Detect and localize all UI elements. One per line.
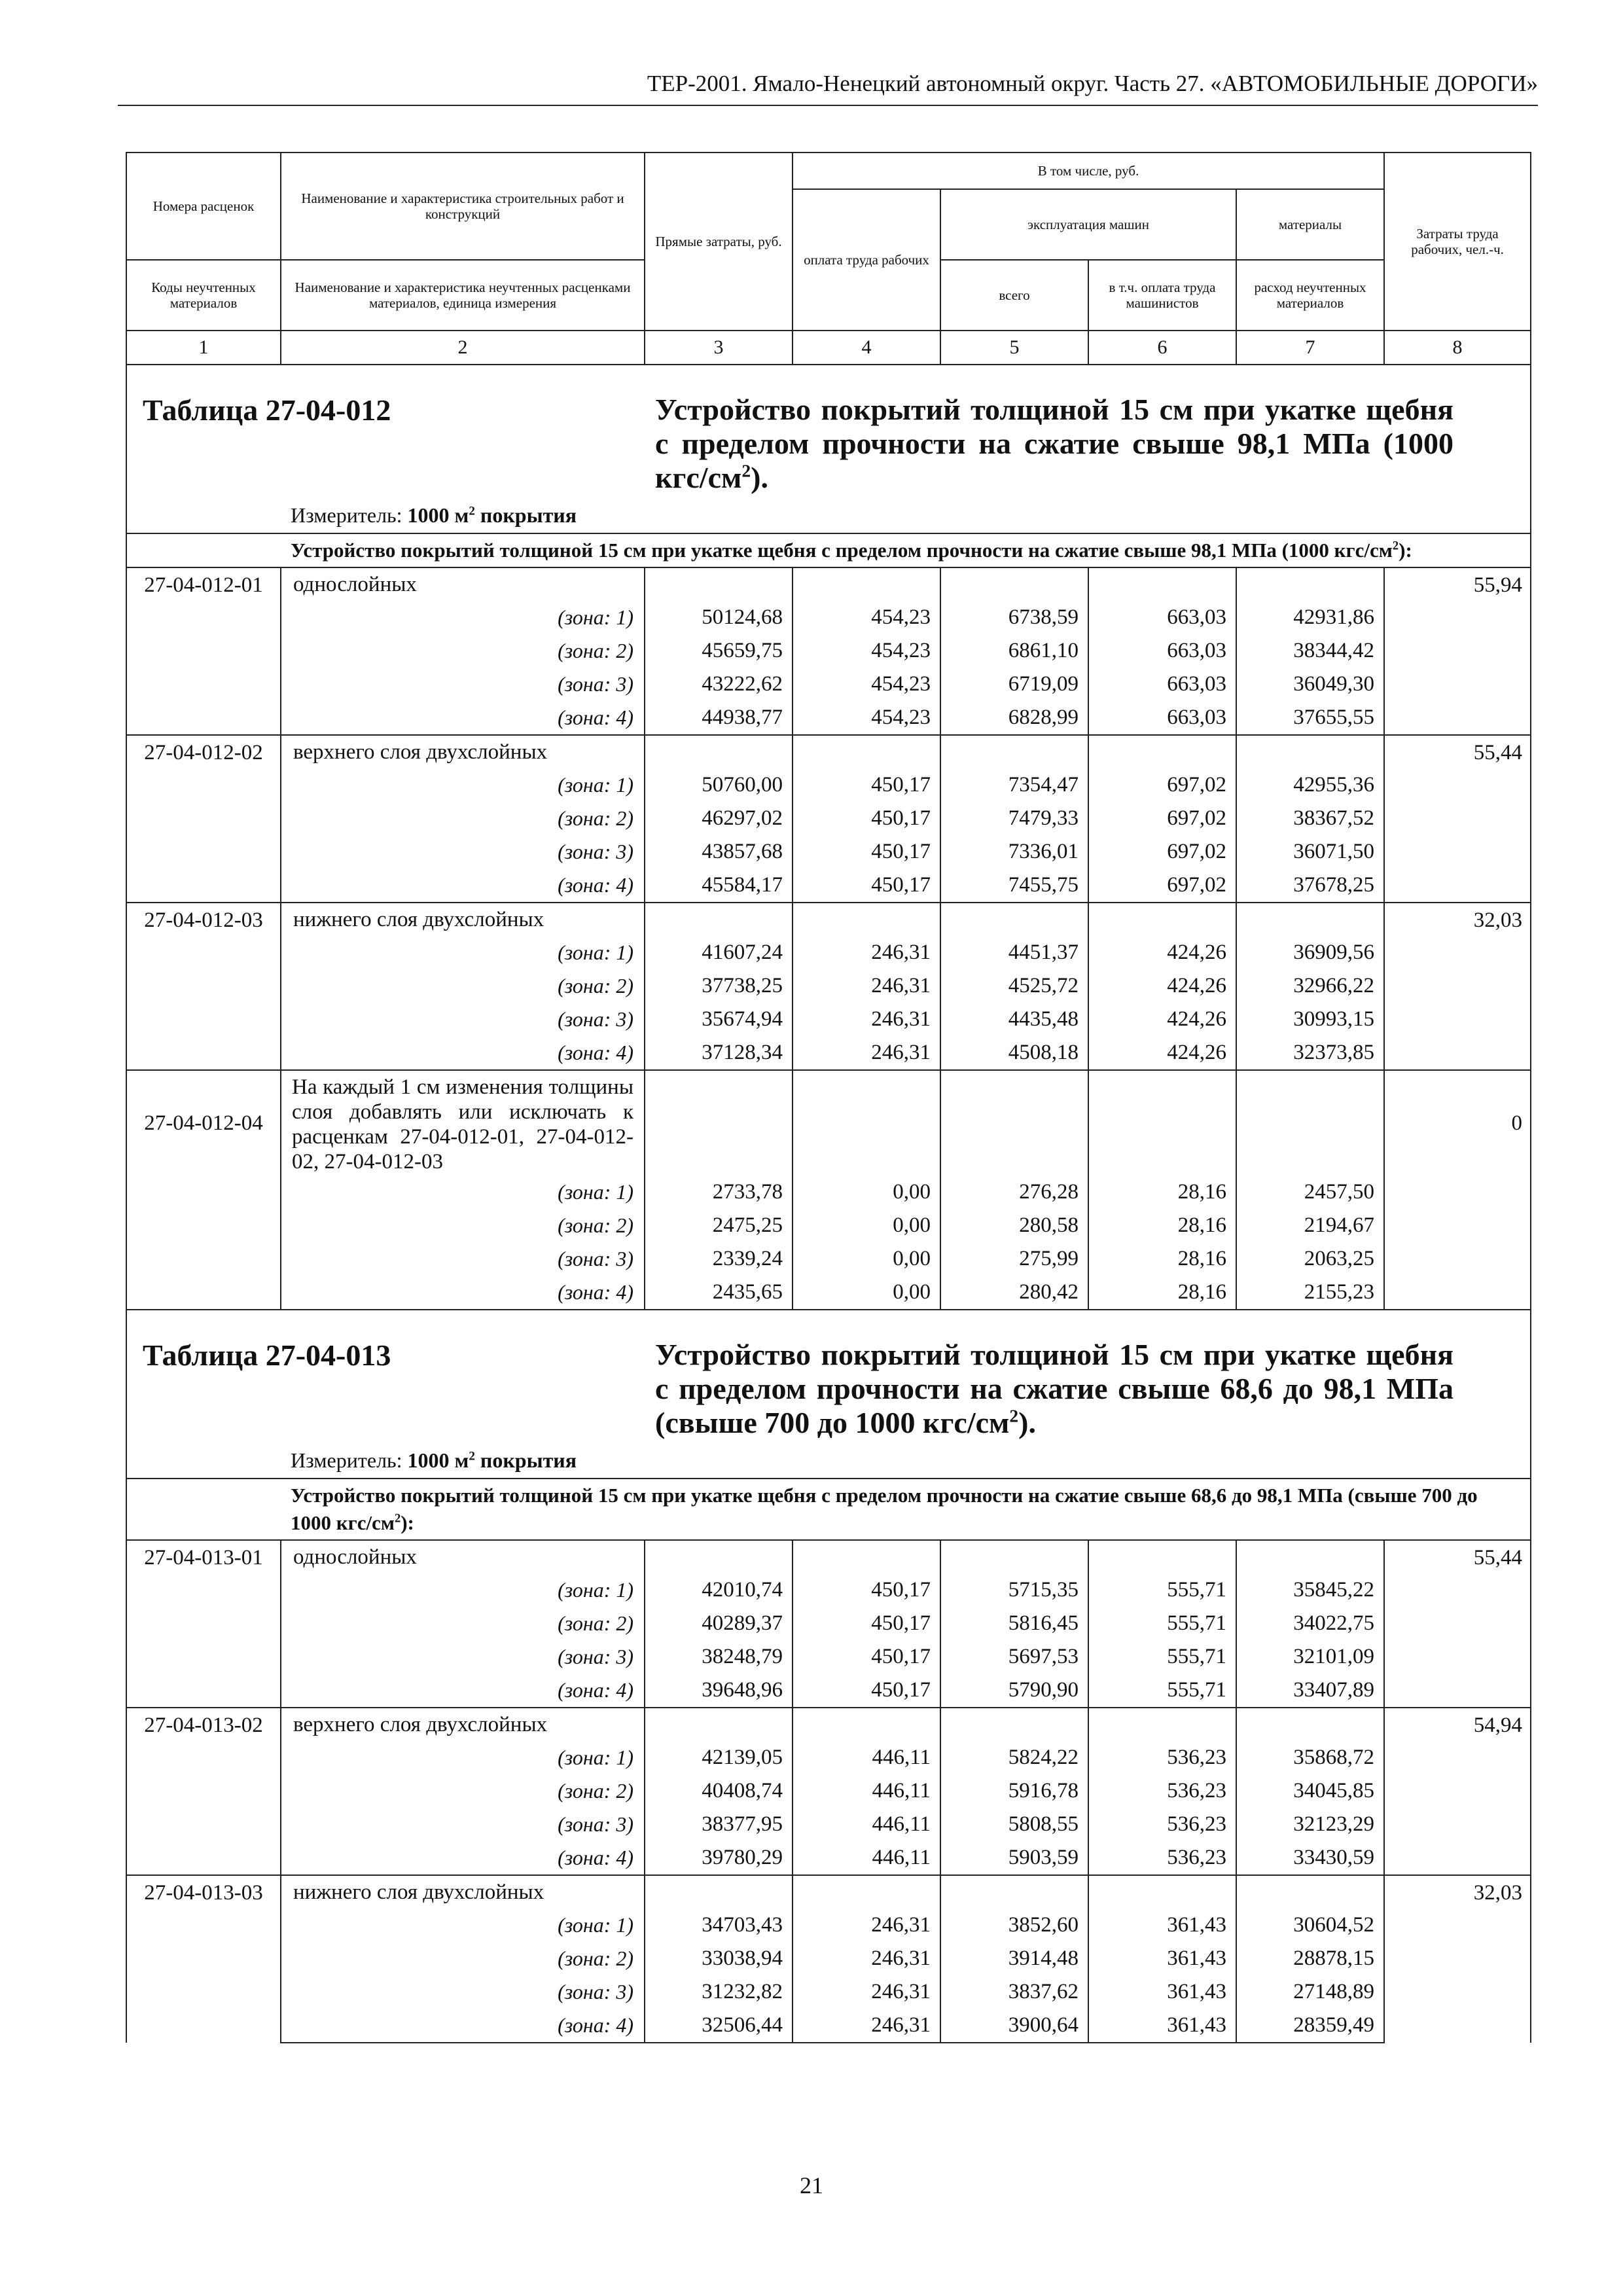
zone-label: (зона: 3): [281, 1640, 645, 1674]
zone-row: [126, 1808, 1531, 1841]
labor-pay: 450,17: [793, 1607, 940, 1640]
labor-pay: 454,23: [793, 634, 940, 668]
rate-name: нижнего слоя двухслойных: [281, 903, 645, 936]
zone-row: [126, 1841, 1531, 1875]
section-title-row: [126, 533, 1531, 567]
header-materials-unaccounted: расход неучтенных материалов: [1236, 260, 1384, 331]
materials-cost: 28878,15: [1236, 1942, 1384, 1975]
machines-labor-pay: 28,16: [1088, 1209, 1236, 1242]
machines-labor-pay: 555,71: [1088, 1640, 1236, 1674]
machines-labor-pay: 424,26: [1088, 969, 1236, 1003]
rate-row: [126, 735, 1531, 768]
machines-total: 5903,59: [940, 1841, 1088, 1875]
materials-cost: 2155,23: [1236, 1276, 1384, 1310]
table-title: Устройство покрытий толщиной 15 см при укатке щебня с пределом прочности на сжатие свыше 68,6 до 98,1 МПа (свыше 700 до 1000 кгс/$см^2$).: [655, 1338, 1454, 1439]
zone-label: (зона: 2): [281, 1607, 645, 1640]
labor-pay: 246,31: [793, 1036, 940, 1070]
machines-total: 280,58: [940, 1209, 1088, 1242]
machines-total: 5808,55: [940, 1808, 1088, 1841]
zone-row: [126, 969, 1531, 1003]
materials-cost: 34045,85: [1236, 1774, 1384, 1808]
zone-label: (зона: 1): [281, 1909, 645, 1942]
machines-total: 276,28: [940, 1175, 1088, 1209]
zone-row: [126, 2009, 1531, 2043]
machines-labor-pay: 663,03: [1088, 601, 1236, 634]
section-title: Устройство покрытий толщиной 15 см при укатке щебня с пределом прочности на сжатие свыше 68,6 до 98,1 МПа (свыше 700 до 1000 кгс/$см^2$):: [126, 1479, 1531, 1540]
direct-costs: 42010,74: [645, 1573, 793, 1607]
header-materials: материалы: [1236, 189, 1384, 260]
header-rule: [118, 105, 1538, 106]
zone-label: (зона: 3): [281, 835, 645, 869]
machines-total: 280,42: [940, 1276, 1088, 1310]
table-heading-row: [126, 365, 1531, 533]
column-number: 3: [645, 331, 793, 365]
machines-total: 6719,09: [940, 668, 1088, 701]
zone-label: (зона: 1): [281, 936, 645, 969]
zone-label: (зона: 4): [281, 701, 645, 735]
direct-costs: 40289,37: [645, 1607, 793, 1640]
zone-row: [126, 1975, 1531, 2009]
rate-code: 27-04-013-03: [126, 1875, 281, 2043]
header-including: В том числе, руб.: [793, 152, 1384, 189]
materials-cost: 37655,55: [1236, 701, 1384, 735]
direct-costs: 50124,68: [645, 601, 793, 634]
labor-cost: 32,03: [1384, 1875, 1531, 2043]
rate-name: верхнего слоя двухслойных: [281, 1708, 645, 1741]
machines-total: 5790,90: [940, 1674, 1088, 1708]
materials-cost: 37678,25: [1236, 869, 1384, 903]
machines-labor-pay: 424,26: [1088, 936, 1236, 969]
zone-row: [126, 1942, 1531, 1975]
machines-labor-pay: 663,03: [1088, 668, 1236, 701]
zone-label: (зона: 1): [281, 1175, 645, 1209]
machines-total: 7455,75: [940, 869, 1088, 903]
zone-label: (зона: 1): [281, 1573, 645, 1607]
direct-costs: 32506,44: [645, 2009, 793, 2043]
zone-label: (зона: 1): [281, 601, 645, 634]
zone-row: [126, 1175, 1531, 1209]
zone-row: [126, 1276, 1531, 1310]
zone-row: [126, 1774, 1531, 1808]
labor-cost: 55,44: [1384, 735, 1531, 903]
table-number: Таблица 27-04-012: [143, 393, 391, 427]
materials-cost: 33407,89: [1236, 1674, 1384, 1708]
zone-row: [126, 1573, 1531, 1607]
zone-label: (зона: 2): [281, 802, 645, 835]
direct-costs: 38248,79: [645, 1640, 793, 1674]
direct-costs: 41607,24: [645, 936, 793, 969]
zone-label: (зона: 4): [281, 2009, 645, 2043]
labor-pay: 450,17: [793, 835, 940, 869]
table-title: Устройство покрытий толщиной 15 см при укатке щебня с пределом прочности на сжатие свыше 98,1 МПа (1000 кгс/$см^2$).: [655, 393, 1454, 494]
running-header: ТЕР-2001. Ямало-Ненецкий автономный округ. Часть 27. «АВТОМОБИЛЬНЫЕ ДОРОГИ»: [647, 71, 1538, 96]
zone-row: [126, 1003, 1531, 1036]
zone-label: (зона: 2): [281, 1942, 645, 1975]
labor-pay: 246,31: [793, 969, 940, 1003]
labor-pay: 446,11: [793, 1741, 940, 1774]
direct-costs: 43222,62: [645, 668, 793, 701]
rate-name: однослойных: [281, 1540, 645, 1573]
section-title-row: [126, 1479, 1531, 1540]
header-work-name: Наименование и характеристика строительных работ и конструкций: [281, 152, 645, 260]
machines-total: 3900,64: [940, 2009, 1088, 2043]
zone-label: (зона: 4): [281, 1674, 645, 1708]
zone-row: [126, 802, 1531, 835]
rate-row: [126, 1875, 1531, 1909]
zone-row: [126, 1909, 1531, 1942]
machines-labor-pay: 424,26: [1088, 1003, 1236, 1036]
rate-code: 27-04-012-03: [126, 903, 281, 1070]
table-heading-row: [126, 1310, 1531, 1479]
labor-pay: 246,31: [793, 1003, 940, 1036]
materials-cost: 30604,52: [1236, 1909, 1384, 1942]
section-title: Устройство покрытий толщиной 15 см при укатке щебня с пределом прочности на сжатие свыше 98,1 МПа (1000 кгс/$см^2$):: [126, 533, 1531, 567]
labor-pay: 454,23: [793, 668, 940, 701]
materials-cost: 32101,09: [1236, 1640, 1384, 1674]
labor-pay: 246,31: [793, 936, 940, 969]
zone-label: (зона: 4): [281, 869, 645, 903]
labor-pay: 454,23: [793, 701, 940, 735]
machines-total: 4508,18: [940, 1036, 1088, 1070]
rate-row: [126, 1540, 1531, 1573]
direct-costs: 44938,77: [645, 701, 793, 735]
direct-costs: 43857,68: [645, 835, 793, 869]
rate-code: 27-04-013-02: [126, 1708, 281, 1875]
direct-costs: 2339,24: [645, 1242, 793, 1276]
machines-labor-pay: 697,02: [1088, 835, 1236, 869]
machines-labor-pay: 536,23: [1088, 1808, 1236, 1841]
machines-labor-pay: 536,23: [1088, 1774, 1236, 1808]
header-direct-costs: Прямые затраты, руб.: [645, 152, 793, 331]
labor-pay: 446,11: [793, 1841, 940, 1875]
machines-total: 4435,48: [940, 1003, 1088, 1036]
column-number: 7: [1236, 331, 1384, 365]
column-number: 5: [940, 331, 1088, 365]
zone-label: (зона: 2): [281, 1774, 645, 1808]
table-meter: Измеритель: 1000 $м^2$ покрытия: [291, 503, 577, 527]
rate-row: [126, 567, 1531, 601]
table-meter: Измеритель: 1000 $м^2$ покрытия: [291, 1448, 577, 1472]
zone-label: (зона: 2): [281, 1209, 645, 1242]
zone-row: [126, 1036, 1531, 1070]
materials-cost: 33430,59: [1236, 1841, 1384, 1875]
machines-total: 5816,45: [940, 1607, 1088, 1640]
zone-label: (зона: 2): [281, 969, 645, 1003]
rate-code: 27-04-012-04: [126, 1070, 281, 1175]
zone-label: (зона: 1): [281, 768, 645, 802]
rate-row: [126, 1070, 1531, 1175]
materials-cost: 2194,67: [1236, 1209, 1384, 1242]
machines-labor-pay: 536,23: [1088, 1741, 1236, 1774]
materials-cost: 35845,22: [1236, 1573, 1384, 1607]
column-number: 1: [126, 331, 281, 365]
machines-labor-pay: 697,02: [1088, 768, 1236, 802]
materials-cost: 42955,36: [1236, 768, 1384, 802]
materials-cost: 35868,72: [1236, 1741, 1384, 1774]
machines-labor-pay: 555,71: [1088, 1573, 1236, 1607]
zone-label: (зона: 4): [281, 1036, 645, 1070]
header-machines: эксплуатация машин: [940, 189, 1236, 260]
header-machines-total: всего: [940, 260, 1088, 331]
zone-label: (зона: 4): [281, 1276, 645, 1310]
header-labor-pay: оплата труда рабочих: [793, 189, 940, 331]
materials-cost: 36071,50: [1236, 835, 1384, 869]
zone-row: [126, 1674, 1531, 1708]
header-labor-costs: Затраты труда рабочих, чел.-ч.: [1384, 152, 1531, 331]
zone-row: [126, 768, 1531, 802]
machines-total: 6861,10: [940, 634, 1088, 668]
direct-costs: 39648,96: [645, 1674, 793, 1708]
direct-costs: 45659,75: [645, 634, 793, 668]
zone-label: (зона: 3): [281, 1003, 645, 1036]
direct-costs: 45584,17: [645, 869, 793, 903]
rate-name: На каждый 1 см изменения толщины слоя добавлять или исключать к расценкам 27-04-012-01, 27-04-012-02, 27-04-012-03: [281, 1070, 645, 1175]
labor-pay: 0,00: [793, 1209, 940, 1242]
rate-row: [126, 1708, 1531, 1741]
zone-row: [126, 1607, 1531, 1640]
direct-costs: 50760,00: [645, 768, 793, 802]
machines-total: 3914,48: [940, 1942, 1088, 1975]
zone-row: [126, 835, 1531, 869]
materials-cost: 36909,56: [1236, 936, 1384, 969]
machines-labor-pay: 697,02: [1088, 802, 1236, 835]
direct-costs: 2435,65: [645, 1276, 793, 1310]
materials-cost: 32123,29: [1236, 1808, 1384, 1841]
column-number: 8: [1384, 331, 1531, 365]
machines-labor-pay: 663,03: [1088, 634, 1236, 668]
machines-labor-pay: 361,43: [1088, 1909, 1236, 1942]
table-number: Таблица 27-04-013: [143, 1338, 391, 1372]
machines-total: 275,99: [940, 1242, 1088, 1276]
labor-cost: 32,03: [1384, 903, 1531, 1070]
labor-pay: 0,00: [793, 1175, 940, 1209]
machines-total: 6828,99: [940, 701, 1088, 735]
machines-total: 5916,78: [940, 1774, 1088, 1808]
zone-row: [126, 1209, 1531, 1242]
column-number: 4: [793, 331, 940, 365]
labor-pay: 246,31: [793, 1942, 940, 1975]
materials-cost: 28359,49: [1236, 2009, 1384, 2043]
machines-labor-pay: 361,43: [1088, 1975, 1236, 2009]
labor-pay: 454,23: [793, 601, 940, 634]
materials-cost: 38344,42: [1236, 634, 1384, 668]
materials-cost: 38367,52: [1236, 802, 1384, 835]
rates-table: [126, 152, 1531, 2043]
direct-costs: 34703,43: [645, 1909, 793, 1942]
zone-row: [126, 936, 1531, 969]
direct-costs: 42139,05: [645, 1741, 793, 1774]
labor-pay: 446,11: [793, 1808, 940, 1841]
labor-cost: 0: [1384, 1070, 1531, 1175]
materials-cost: 32966,22: [1236, 969, 1384, 1003]
labor-pay: 0,00: [793, 1242, 940, 1276]
machines-total: 5824,22: [940, 1741, 1088, 1774]
materials-cost: 34022,75: [1236, 1607, 1384, 1640]
direct-costs: 38377,95: [645, 1808, 793, 1841]
labor-pay: 246,31: [793, 1975, 940, 2009]
zone-row: [126, 601, 1531, 634]
direct-costs: 46297,02: [645, 802, 793, 835]
materials-cost: 36049,30: [1236, 668, 1384, 701]
machines-labor-pay: 697,02: [1088, 869, 1236, 903]
direct-costs: 37128,34: [645, 1036, 793, 1070]
zone-row: [126, 1640, 1531, 1674]
rate-name: однослойных: [281, 567, 645, 601]
materials-cost: 2063,25: [1236, 1242, 1384, 1276]
page-number: 21: [800, 2172, 823, 2198]
machines-labor-pay: 28,16: [1088, 1175, 1236, 1209]
direct-costs: 2475,25: [645, 1209, 793, 1242]
materials-cost: 32373,85: [1236, 1036, 1384, 1070]
machines-labor-pay: 663,03: [1088, 701, 1236, 735]
rate-code: 27-04-012-01: [126, 567, 281, 735]
zone-label: (зона: 3): [281, 1242, 645, 1276]
machines-total: 7479,33: [940, 802, 1088, 835]
machines-labor-pay: 361,43: [1088, 1942, 1236, 1975]
header-material-codes: Коды неучтенных материалов: [126, 260, 281, 331]
labor-pay: 450,17: [793, 1674, 940, 1708]
direct-costs: 2733,78: [645, 1175, 793, 1209]
machines-labor-pay: 28,16: [1088, 1242, 1236, 1276]
direct-costs: 39780,29: [645, 1841, 793, 1875]
machines-total: 4451,37: [940, 936, 1088, 969]
machines-labor-pay: 28,16: [1088, 1276, 1236, 1310]
zone-label: (зона: 4): [281, 1841, 645, 1875]
column-number: 2: [281, 331, 645, 365]
machines-total: 3837,62: [940, 1975, 1088, 2009]
rate-code: 27-04-012-02: [126, 735, 281, 903]
zone-row: [126, 869, 1531, 903]
zone-label: (зона: 3): [281, 1808, 645, 1841]
zone-label: (зона: 3): [281, 1975, 645, 2009]
rate-code: 27-04-013-01: [126, 1540, 281, 1708]
machines-labor-pay: 555,71: [1088, 1674, 1236, 1708]
rate-row: [126, 903, 1531, 936]
labor-pay: 450,17: [793, 1640, 940, 1674]
direct-costs: 35674,94: [645, 1003, 793, 1036]
zone-label: (зона: 2): [281, 634, 645, 668]
labor-pay: 450,17: [793, 768, 940, 802]
materials-cost: 30993,15: [1236, 1003, 1384, 1036]
direct-costs: 33038,94: [645, 1942, 793, 1975]
machines-labor-pay: 424,26: [1088, 1036, 1236, 1070]
machines-total: 7354,47: [940, 768, 1088, 802]
direct-costs: 40408,74: [645, 1774, 793, 1808]
machines-labor-pay: 555,71: [1088, 1607, 1236, 1640]
direct-costs: 37738,25: [645, 969, 793, 1003]
zone-label: (зона: 3): [281, 668, 645, 701]
zone-row: [126, 701, 1531, 735]
materials-cost: 27148,89: [1236, 1975, 1384, 2009]
labor-cost: 54,94: [1384, 1708, 1531, 1875]
labor-pay: 446,11: [793, 1774, 940, 1808]
zone-label: (зона: 1): [281, 1741, 645, 1774]
labor-pay: 450,17: [793, 1573, 940, 1607]
column-numbers-row: [126, 331, 1531, 365]
zone-row: [126, 1242, 1531, 1276]
materials-cost: 42931,86: [1236, 601, 1384, 634]
header-machines-labor: в т.ч. оплата труда машинистов: [1088, 260, 1236, 331]
header-material-names: Наименование и характеристика неучтенных расценками материалов, единица измерения: [281, 260, 645, 331]
zone-row: [126, 668, 1531, 701]
direct-costs: 31232,82: [645, 1975, 793, 2009]
header-row-1: [126, 152, 1531, 189]
machines-total: 7336,01: [940, 835, 1088, 869]
machines-total: 5697,53: [940, 1640, 1088, 1674]
labor-pay: 450,17: [793, 869, 940, 903]
machines-total: 4525,72: [940, 969, 1088, 1003]
labor-pay: 450,17: [793, 802, 940, 835]
labor-cost: 55,44: [1384, 1540, 1531, 1708]
header-rate-numbers: Номера расценок: [126, 152, 281, 260]
machines-total: 6738,59: [940, 601, 1088, 634]
labor-cost: 55,94: [1384, 567, 1531, 735]
rate-name: нижнего слоя двухслойных: [281, 1875, 645, 1909]
machines-labor-pay: 536,23: [1088, 1841, 1236, 1875]
zone-row: [126, 634, 1531, 668]
zone-row: [126, 1741, 1531, 1774]
labor-pay: 246,31: [793, 1909, 940, 1942]
labor-pay: 246,31: [793, 2009, 940, 2043]
machines-labor-pay: 361,43: [1088, 2009, 1236, 2043]
machines-total: 5715,35: [940, 1573, 1088, 1607]
rate-name: верхнего слоя двухслойных: [281, 735, 645, 768]
machines-total: 3852,60: [940, 1909, 1088, 1942]
column-number: 6: [1088, 331, 1236, 365]
materials-cost: 2457,50: [1236, 1175, 1384, 1209]
labor-pay: 0,00: [793, 1276, 940, 1310]
